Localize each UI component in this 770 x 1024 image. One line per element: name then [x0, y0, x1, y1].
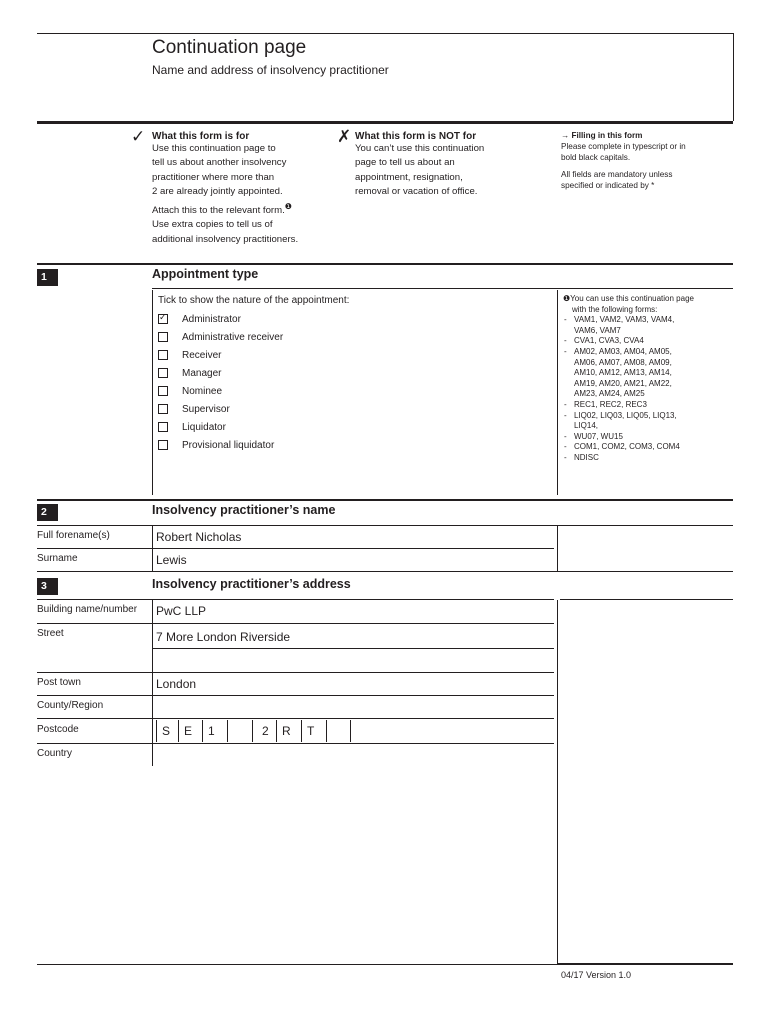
section1-box-left	[152, 290, 153, 495]
info-for-line: additional insolvency practitioners.	[152, 233, 299, 245]
info-filling-heading-text: Filling in this form	[571, 131, 643, 140]
forms-list-item: AM19, AM20, AM21, AM22,	[574, 378, 672, 388]
postcode-char-box[interactable]: S	[156, 720, 178, 742]
top-rule	[37, 33, 733, 34]
page-subtitle: Name and address of insolvency practitioner	[152, 63, 389, 77]
street-label: Street	[37, 628, 64, 639]
option-manager[interactable]	[158, 364, 221, 382]
forms-list-item: - REC1, REC2, REC3	[563, 400, 731, 411]
section1-title-underline	[152, 288, 733, 289]
section3-box-left	[152, 600, 153, 766]
forms-list	[563, 315, 731, 463]
info-filling-heading	[561, 131, 731, 142]
checkbox-manager[interactable]	[158, 368, 168, 378]
option-label: Administrator	[182, 313, 241, 325]
postcode-underline	[37, 743, 554, 744]
postcode-char-box[interactable]: 1	[202, 720, 227, 742]
forms-note-intro-text: You can use this continuation page	[570, 294, 694, 303]
forms-list-item: - VAM1, VAM2, VAM3, VAM4,	[563, 315, 731, 326]
check-icon: ✓	[131, 127, 146, 146]
info-for	[152, 131, 342, 247]
info-not-for	[355, 131, 545, 200]
checkbox-administrative-receiver[interactable]	[158, 332, 168, 342]
building-field[interactable]: PwC LLP	[156, 604, 207, 618]
note-marker: ❶	[284, 201, 292, 211]
option-supervisor[interactable]	[158, 400, 230, 418]
info-not-for-line: page to tell us about an	[355, 157, 455, 169]
option-label: Nominee	[182, 385, 223, 397]
forms-list-item: - LIQ02, LIQ03, LIQ05, LIQ13,	[563, 411, 731, 422]
county-label: County/Region	[37, 700, 104, 711]
info-for-heading: What this form is for	[152, 131, 250, 142]
posttown-field[interactable]: London	[156, 677, 197, 691]
checkbox-receiver[interactable]	[158, 350, 168, 360]
surname-underline	[37, 571, 733, 572]
section1-number: 1	[37, 269, 58, 286]
country-label: Country	[37, 748, 73, 759]
checkbox-nominee[interactable]	[158, 386, 168, 396]
forename-label: Full forename(s)	[37, 530, 110, 541]
forms-list-item: AM10, AM12, AM13, AM14,	[574, 368, 672, 378]
section1-title: Appointment type	[152, 267, 259, 281]
info-filling-line: specified or indicated by *	[561, 181, 655, 191]
forename-underline	[37, 548, 554, 549]
info-for-line: 2 are already jointly appointed.	[152, 186, 283, 198]
info-filling-line: bold black capitals.	[561, 152, 631, 162]
posttown-underline	[37, 695, 554, 696]
info-for-line: tell us about another insolvency	[152, 157, 287, 169]
street-field[interactable]: 7 More London Riverside	[156, 630, 291, 644]
checkbox-supervisor[interactable]	[158, 404, 168, 414]
street2-underline	[37, 672, 554, 673]
surname-field[interactable]: Lewis	[156, 553, 187, 567]
info-not-for-heading: What this form is NOT for	[355, 131, 477, 142]
info-filling-line: All fields are mandatory unless	[561, 170, 673, 180]
version-label: 04/17 Version 1.0	[561, 970, 632, 980]
section2-title-underline	[37, 525, 733, 526]
forms-list-item: - AM02, AM03, AM04, AM05,	[563, 347, 731, 358]
postcode-char-box[interactable]: R	[276, 720, 301, 742]
forms-list-item: LIQ14,	[574, 421, 599, 431]
postcode-char-box[interactable]	[227, 720, 252, 742]
tick-icon: ✓	[159, 312, 167, 322]
building-underline	[37, 623, 554, 624]
forms-list-item: VAM6, VAM7	[574, 325, 621, 335]
section2-number: 2	[37, 504, 58, 521]
header-thick-rule	[37, 121, 733, 124]
arrow-right-icon: →	[561, 131, 570, 140]
option-label: Supervisor	[182, 403, 230, 415]
forms-note	[563, 294, 731, 464]
page-title: Continuation page	[152, 37, 307, 58]
section2-box-left	[152, 526, 153, 572]
frame-right-top	[733, 33, 734, 121]
note-marker: ❶	[563, 294, 571, 303]
checkbox-liquidator[interactable]	[158, 422, 168, 432]
forms-list-item: AM06, AM07, AM08, AM09,	[574, 357, 672, 367]
forms-list-item: - CVA1, CVA3, CVA4	[563, 336, 731, 347]
info-for-line: Use this continuation page to	[152, 143, 276, 154]
section2-box-right	[557, 526, 558, 572]
info-not-for-line: You can’t use this continuation	[355, 143, 485, 154]
option-provisional-liquidator[interactable]	[158, 436, 274, 454]
info-not-for-line: removal or vacation of office.	[355, 186, 478, 198]
forms-list-item: - COM1, COM2, COM3, COM4	[563, 442, 731, 453]
county-underline	[37, 718, 554, 719]
forms-list-item: AM23, AM24, AM25	[574, 389, 645, 399]
checkbox-administrator[interactable]	[158, 314, 168, 324]
postcode-char-box[interactable]: E	[178, 720, 202, 742]
postcode-char-box[interactable]	[326, 720, 351, 742]
postcode-char-box[interactable]: 2	[252, 720, 276, 742]
info-filling	[561, 131, 731, 192]
option-label: Receiver	[182, 349, 222, 361]
forms-list-item: - NDISC	[563, 453, 731, 464]
option-label: Provisional liquidator	[182, 439, 275, 451]
option-label: Manager	[182, 367, 222, 379]
option-receiver[interactable]	[158, 346, 221, 364]
building-label: Building name/number	[37, 604, 138, 615]
option-label: Liquidator	[182, 421, 226, 433]
forms-note-intro2: with the following forms:	[572, 304, 658, 314]
section2-rule	[37, 499, 733, 501]
option-nominee[interactable]	[158, 382, 222, 400]
info-not-for-text	[355, 142, 545, 200]
section3-note-top	[560, 599, 733, 600]
forms-note-intro	[563, 294, 731, 305]
cross-icon: ✗	[337, 127, 352, 146]
section1-box-right	[557, 290, 558, 495]
info-for-line-text: Attach this to the relevant form.	[152, 204, 285, 216]
option-administrative-receiver[interactable]	[158, 328, 283, 346]
street-underline	[152, 648, 554, 649]
option-administrator[interactable]	[158, 310, 241, 328]
section2-title: Insolvency practitioner’s name	[152, 503, 336, 517]
postcode-char-box[interactable]: T	[301, 720, 326, 742]
section3-number: 3	[37, 578, 58, 595]
postcode-label: Postcode	[37, 724, 79, 735]
option-label: Administrative receiver	[182, 331, 284, 343]
section3-title-underline	[37, 599, 554, 600]
info-for-text	[152, 142, 342, 247]
forename-field[interactable]: Robert Nicholas	[156, 530, 242, 544]
appointment-instruction: Tick to show the nature of the appointment:	[158, 295, 350, 306]
info-for-line: practitioner where more than	[152, 171, 275, 183]
section3-title: Insolvency practitioner’s address	[152, 577, 351, 591]
posttown-label: Post town	[37, 677, 81, 688]
info-for-line	[152, 200, 342, 219]
option-liquidator[interactable]	[158, 418, 226, 436]
section1-rule	[37, 263, 733, 265]
info-filling-line: Please complete in typescript or in	[561, 141, 686, 151]
surname-label: Surname	[37, 553, 78, 564]
info-not-for-line: appointment, resignation,	[355, 171, 463, 183]
section3-box-right	[557, 600, 558, 964]
bottom-rule	[37, 964, 733, 965]
info-for-line: Use extra copies to tell us of	[152, 219, 273, 231]
checkbox-provisional-liquidator[interactable]	[158, 440, 168, 450]
forms-list-item: - WU07, WU15	[563, 432, 731, 443]
